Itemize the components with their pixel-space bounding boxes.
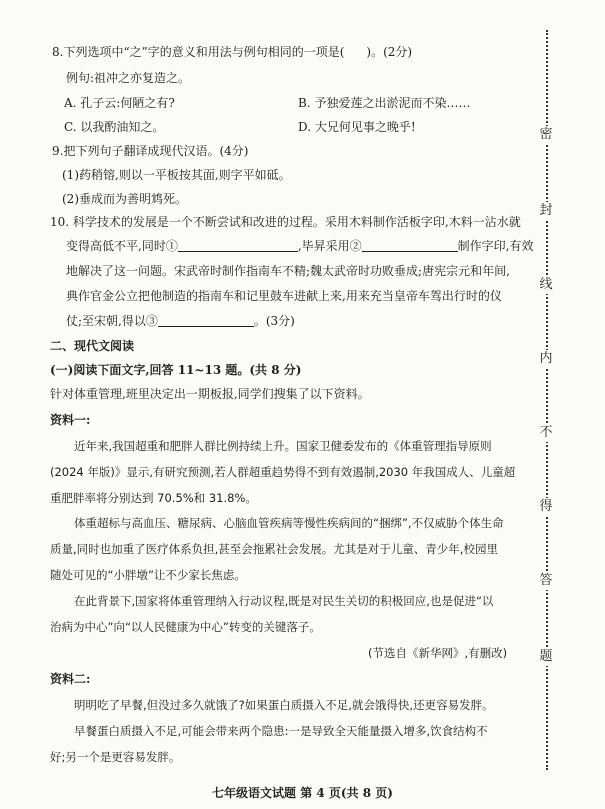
material-1-para-1-line-2: (2024 年版)》显示,有研究预测,若人群超重趋势得不到有效遏制,2030 年我国成人、儿童超 — [50, 465, 516, 479]
q9-sentence-1: (1)药稍镕,则以一平板按其面,则字平如砥。 — [62, 168, 291, 182]
answer-blank-3[interactable] — [158, 314, 254, 327]
seal-char-1: 密 — [536, 126, 556, 144]
page-footer: 七年级语文试题 第 4 页(共 8 页) — [212, 786, 393, 800]
answer-blank-1[interactable] — [178, 239, 298, 252]
seal-char-2: 封 — [536, 202, 556, 220]
q10-line-5: 仗;至宋朝,得以③ 。(3分) — [66, 314, 295, 328]
q8-option-c: C. 以我酌油知之。 — [64, 120, 165, 134]
section-intro: 针对体重管理,班里决定出一期板报,同学们搜集了以下资料。 — [50, 387, 370, 401]
q10-line-1: 10. 科学技术的发展是一个不断尝试和改进的过程。采用木料制作活板字印,木料一沾水就 — [50, 215, 521, 229]
q8-option-b: B. 予独爱莲之出淤泥而不染…… — [298, 96, 471, 110]
material-1-source: (节选自《新华网》,有删改) — [368, 646, 508, 660]
material-1-para-1-line-1: 近年来,我国超重和肥胖人群比例持续上升。国家卫健委发布的《体重管理指导原则 — [74, 439, 492, 453]
material-2-para-1: 明明吃了早餐,但没过多久就饿了?如果蛋白质摄入不足,就会饿得快,还更容易发胖。 — [74, 698, 494, 712]
part-title: (一)阅读下面文字,回答 11~13 题。(共 8 分) — [50, 363, 302, 377]
material-1-para-2-line-1: 体重超标与高血压、糖尿病、心脑血管疾病等慢性疾病间的“捆绑”,不仅威胁个体生命 — [74, 516, 504, 530]
q8-example: 例句:祖冲之亦复造之。 — [66, 71, 191, 85]
material-1-para-3-line-1: 在此背景下,国家将体重管理纳入行动议程,既是对民生关切的积极回应,也是促进“以 — [74, 594, 494, 608]
q8-option-d: D. 大兄何见事之晚乎! — [298, 120, 416, 134]
seal-char-5: 不 — [536, 424, 556, 442]
material-1-para-1-line-3: 重肥胖率将分别达到 70.5%和 31.8%。 — [50, 491, 257, 505]
material-1-label: 资料一: — [50, 413, 91, 427]
material-1-para-2-line-3: 随处可见的“小胖墩”让不少家长焦虑。 — [50, 568, 246, 582]
material-2-para-2-line-2: 好;另一个是更容易发胖。 — [50, 750, 181, 764]
material-1-para-2-line-2: 质量,同时也加重了医疗体系负担,甚至会拖累社会发展。尤其是对于儿童、青少年,校园里 — [50, 542, 498, 556]
seal-char-8: 题 — [536, 648, 556, 666]
seal-char-4: 内 — [536, 350, 556, 368]
material-2-para-2-line-1: 早餐蛋白质摄入不足,可能会带来两个隐患:一是导致全天能量摄入增多,饮食结构不 — [74, 724, 488, 738]
q10-line-2: 变得高低不平,同时① ,毕昇采用② 制作字印,有效 — [66, 239, 534, 253]
section-title: 二、现代文阅读 — [50, 339, 135, 353]
seal-char-3: 线 — [536, 276, 556, 294]
material-2-label: 资料二: — [50, 672, 91, 686]
q8-option-a: A. 孔子云:何陋之有? — [64, 96, 175, 110]
q9-stem: 9.把下列句子翻译成现代汉语。(4分) — [52, 144, 249, 158]
material-1-para-3-line-2: 治病为中心”向“以人民健康为中心”转变的关键落子。 — [50, 620, 321, 634]
q9-sentence-2: (2)垂成而为善明鸩死。 — [62, 192, 187, 206]
q8-stem: 8.下列选项中“之”字的意义和用法与例句相同的一项是( )。(2分) — [52, 45, 413, 59]
answer-blank-2[interactable] — [362, 239, 458, 252]
seal-char-6: 得 — [536, 498, 556, 516]
q10-line-4: 典作官金公立把他制造的指南车和记里鼓车进献上来,用来充当皇帝车驾出行时的仪 — [66, 289, 502, 303]
q10-line-3: 地解决了这一问题。宋武帝时制作指南车不精;魏太武帝时功败垂成;唐宪宗元和年间, — [66, 264, 510, 278]
seal-char-7: 答 — [536, 572, 556, 590]
